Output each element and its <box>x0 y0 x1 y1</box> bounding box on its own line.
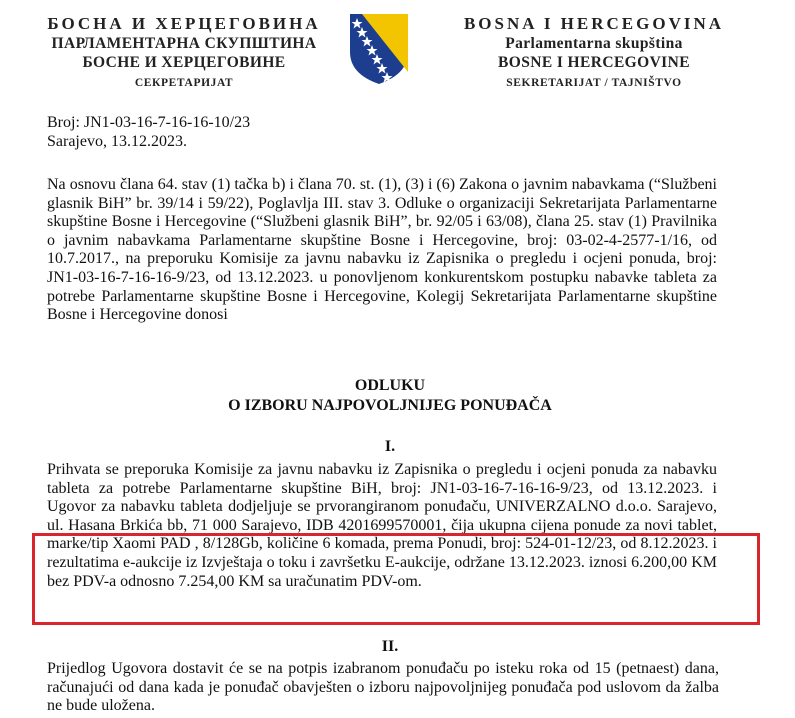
red-highlight-box <box>32 533 760 625</box>
header-left-cyrillic <box>34 14 334 94</box>
coat-of-arms-icon <box>348 12 410 86</box>
section-2-paragraph: Prijedlog Ugovora dostavit će se na potpis izabranom ponuđaču po isteku roka od 15 (petnaest) dana, računajući od dana kada je ponuđač obavješten o izboru najpovoljnijeg ponuđača pod uslovom da žalba ne bude uložena. <box>47 660 719 715</box>
document-meta <box>47 114 717 151</box>
document-place-date: Sarajevo, 13.12.2023. <box>47 132 187 150</box>
section-1-text: Prihvata se preporuka Komisije za javnu nabavku iz Zapisnika o pregledu i ocjeni ponuda za nabavku tableta za potrebe Parlamentarne skupštine BiH, broj: JN1-03-16-7-16-16-9/23, od 13.12.2023. i Ugovor za nabavku tableta dodjeljuje se prvorangiranom ponuđaču, UNIVERZALNO d.o.o. Sarajevo, ul. Hasana Brkića bb, 71 000 Sarajevo, IDB 4201699570001, čija <box>47 461 717 534</box>
header-left-line-4: СЕКРЕТАРИЈАТ <box>134 77 234 89</box>
header-right-line-1: BOSNA I HERCEGOVINA <box>463 14 725 33</box>
section-1-number: I. <box>384 438 396 455</box>
header-right-line-2: Parlamentarna skupština <box>505 35 683 52</box>
header-left-line-1: БОСНА И ХЕРЦЕГОВИНА <box>47 14 321 33</box>
decision-title-line-1: ODLUKU <box>354 377 426 394</box>
header-right-line-3: BOSNE I HERCEGOVINE <box>498 54 690 71</box>
decision-title-line-2: O IZBORU NAJPOVOLJNIJEG PONUĐAČA <box>228 397 552 414</box>
header-right-line-4: SEKRETARIJAT / TAJNIŠTVO <box>506 77 682 89</box>
header-left-line-3: БОСНЕ И ХЕРЦЕГОВИНЕ <box>82 54 286 71</box>
document-number: Broj: JN1-03-16-7-16-16-10/23 <box>47 114 251 131</box>
decision-title <box>40 376 740 416</box>
preamble-paragraph: Na osnovu člana 64. stav (1) tačka b) i člana 70. st. (1), (3) i (6) Zakona o javnim nabavkama (“Službeni glasnik BiH” br. 39/14 i 59/22), Poglavlja III. stav 3. Odluke o organizaciji Sekretarijata Parlamentarne skupštine Bosne i Hercegovine (“Službeni glasnik BiH”, br. 92/05 i 63/08), člana 25. stav (1) Pravilnika o javnim nabavkama Parlamentarne skupštine Bosne i Hercegovine, broj: 03-02-4-2577-1/16, od 10.7.2017., na preporuku Komisije za javnu nabavku iz Zapisnika o pregledu i ocjeni ponuda, broj: JN1-03-16-7-16-16-9/23, od 13.12.2023. u ponovljenom konkurentskom postupku nabavke tableta za potrebe Parlamentarne skupštine Bosne i Hercegovine, Kolegij Sekretarijata Parlamentarne skupštine Bosne i Hercegovine donosi <box>47 176 717 324</box>
header-right-latin <box>444 14 744 94</box>
section-2-number: II. <box>381 638 399 655</box>
section-1-highlighted-text: ukupna cijena ponude za novi tablet, marke/tip Xaomi PAD , 8/128Gb, količine 6 komada, prema Ponudi, broj: 524-01-12/23, od 8.12.2023. i rezultatima e-aukcije iz Izvještaja o toku i završetku E-aukcije, održane 13.12.2023. iznosi 6.200,00 KM bez PDV-a odnosno 7.254,00 KM sa uračunatim PDV-om. <box>47 516 718 590</box>
header-left-line-2: ПАРЛАМЕНТАРНА СКУПШТИНА <box>51 35 317 52</box>
